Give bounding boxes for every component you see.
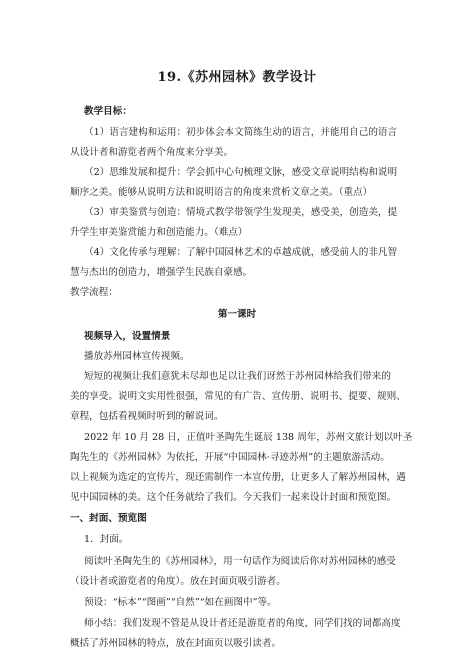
objective-4-line-2: 慧与杰出的创造力，增强学生民族自豪感。 — [70, 267, 253, 278]
objective-4-line-1: （4）文化传承与理解：了解中国园林艺术的卓越成就，感受前人的非凡智 — [84, 247, 398, 258]
para1-line-3: 章程，包括看视频时听到的解说词。 — [70, 411, 224, 422]
preset-line: 预设：“标本”“图画”“自然”“如在画图中”等。 — [84, 597, 277, 608]
intro-heading: 视频导入，设置情景 — [84, 331, 171, 342]
summary-line-1: 师小结：我们发现不管是从设计者还是游览者的角度，同学们找的词都高度 — [84, 618, 401, 629]
objective-1-line-2: 从设计者和游览者两个角度来分享美。 — [70, 147, 234, 158]
para2-line-4: 见中国园林的美。这个任务就给了我们。今天我们一起来设计封面和预览图。 — [70, 492, 397, 503]
objectives-heading: 教学目标： — [84, 106, 132, 117]
para2-line-1: 2022 年 10 月 28 日，正值叶圣陶先生诞辰 138 周年，苏州文旅计划以叶圣 — [84, 432, 413, 443]
lesson-title: 第一课时 — [217, 309, 257, 320]
para2-line-2: 陶先生的《苏州园林》为依托，开展“中国园林·寻迹苏州”的主题旅游活动。 — [70, 452, 390, 463]
intro-line: 播放苏州园林宣传视频。 — [84, 351, 190, 362]
objective-3-line-2: 升学生审美鉴赏能力和创造能力。（难点） — [70, 227, 248, 238]
para3-line-1: 阅读叶圣陶先生的《苏州园林》，用一句话作为阅读后你对苏州园林的感受 — [84, 556, 396, 567]
subsection-cover: 1．封面。 — [84, 534, 129, 545]
summary-line-2: 概括了苏州园林的特点，放在封面页以吸引读者。 — [70, 638, 282, 649]
para1-line-1: 短短的视频让我们意犹未尽却也足以让我们讶然于苏州园林给我们带来的 — [84, 371, 391, 382]
section1-heading: 一、封面、预览图 — [70, 513, 147, 524]
objective-2-line-2: 顺序之美。能够从说明方法和说明语言的角度来赏析文章之美。（重点） — [70, 187, 373, 198]
objective-2-line-1: （2）思维发展和提升：学会抓中心句梳理文脉，感受文章说明结构和说明 — [84, 167, 398, 178]
para1-line-2: 美的享受。说明文实用性很强，常见的有广告、宣传册、说明书、提要、规则、 — [70, 391, 406, 402]
process-heading: 教学流程： — [70, 287, 118, 298]
document-title: 19.《苏州园林》教学设计 — [157, 70, 317, 85]
objective-3-line-1: （3）审美鉴赏与创造：情境式教学带领学生发现美，感受美，创造美，提 — [84, 207, 398, 218]
para2-line-3: 以上视频为选定的宣传片，现还需制作一本宣传册，让更多人了解苏州园林，遇 — [70, 472, 406, 483]
para3-line-2: （设计者或游览者的角度）。放在封面页吸引游者。 — [70, 576, 286, 587]
objective-1-line-1: （1）语言建构和运用：初步体会本文简练生动的语言，并能用自己的语言 — [84, 127, 398, 138]
